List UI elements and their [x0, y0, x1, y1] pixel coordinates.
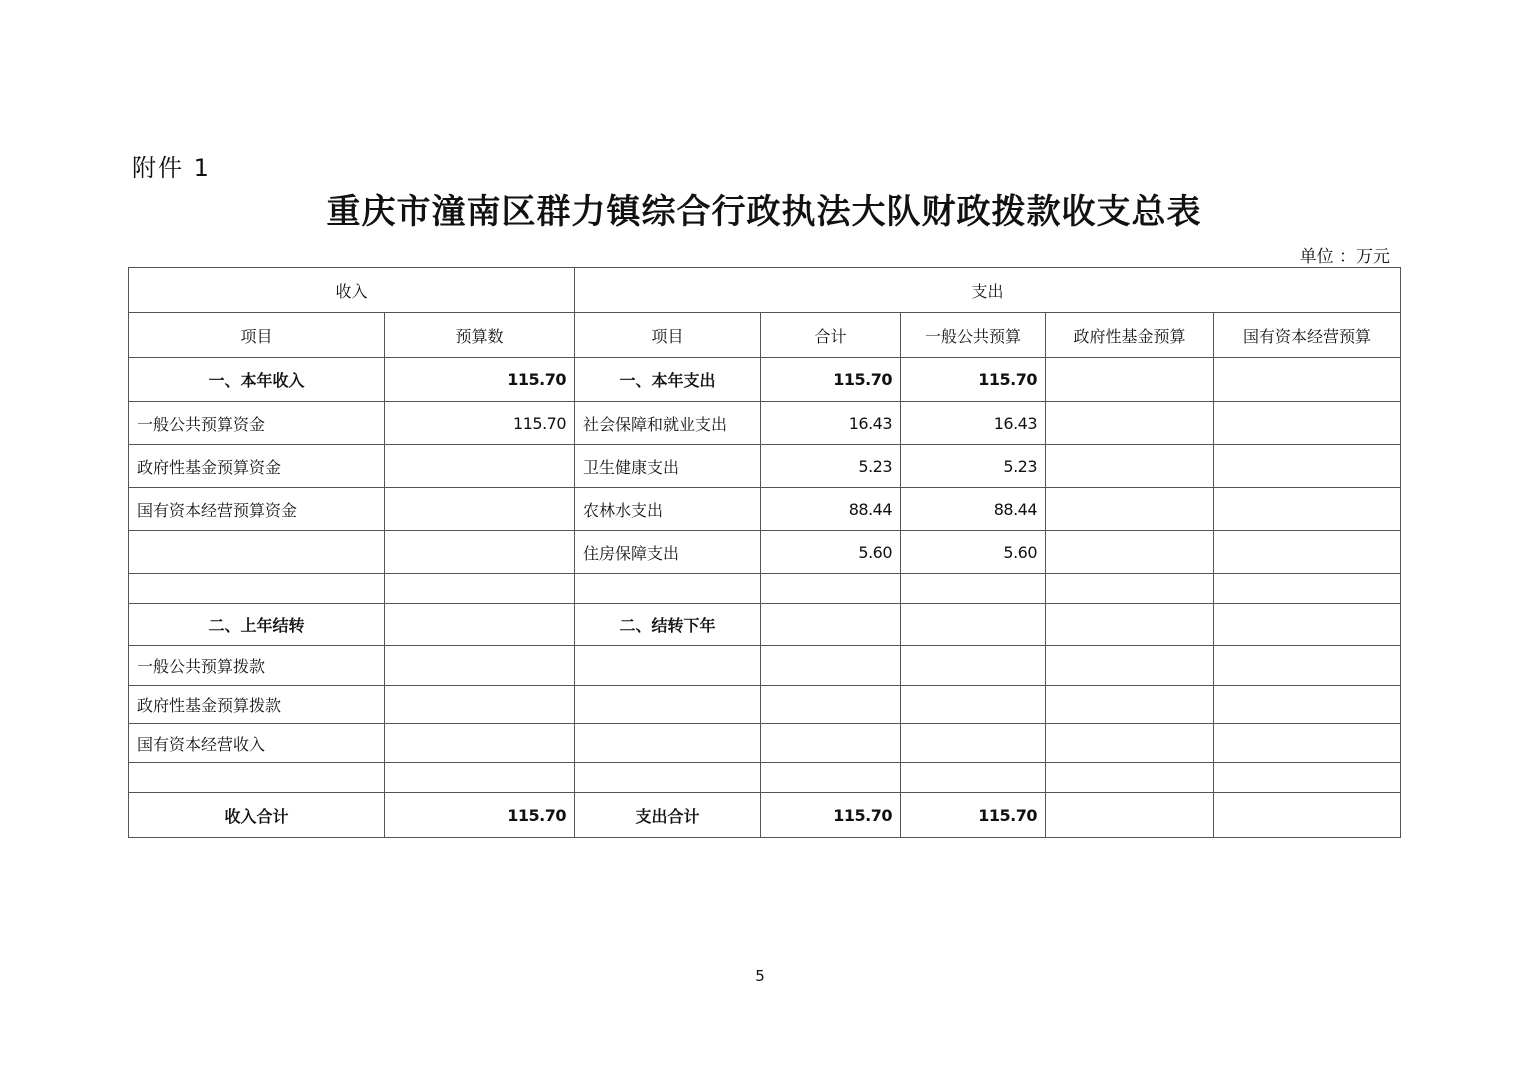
totals-row — [129, 793, 1401, 838]
table-row — [129, 358, 1401, 402]
table-row — [129, 488, 1401, 531]
income-section-header: 收入 — [129, 268, 575, 313]
soe-cell — [1214, 646, 1401, 686]
expense-item-cell — [575, 686, 761, 724]
expense-item-cell: 卫生健康支出 — [575, 445, 761, 488]
gov-fund-cell — [1046, 604, 1214, 646]
attachment-label: 附件 1 — [132, 154, 211, 182]
general-budget-cell — [901, 574, 1046, 604]
general-budget-cell: 115.70 — [901, 358, 1046, 402]
income-total-amount: 115.70 — [385, 793, 575, 838]
gov-fund-cell — [1046, 686, 1214, 724]
soe-cell — [1214, 488, 1401, 531]
col-header-income-item: 项目 — [129, 313, 385, 358]
total-cell — [761, 604, 901, 646]
income-amount-cell — [385, 445, 575, 488]
expense-item-cell: 住房保障支出 — [575, 531, 761, 574]
income-item-cell: 一、本年收入 — [129, 358, 385, 402]
expense-total-amount: 115.70 — [761, 793, 901, 838]
expense-item-cell: 一、本年支出 — [575, 358, 761, 402]
income-amount-cell — [385, 574, 575, 604]
general-budget-cell — [901, 724, 1046, 763]
income-amount-cell — [385, 763, 575, 793]
page-number: 5 — [755, 967, 765, 985]
table-row — [129, 724, 1401, 763]
general-budget-cell: 5.60 — [901, 531, 1046, 574]
gov-fund-cell — [1046, 402, 1214, 445]
income-item-cell — [129, 574, 385, 604]
gov-fund-cell — [1046, 763, 1214, 793]
income-item-cell — [129, 763, 385, 793]
table-row — [129, 402, 1401, 445]
gov-fund-cell — [1046, 574, 1214, 604]
general-budget-cell — [901, 604, 1046, 646]
income-item-cell: 一般公共预算拨款 — [129, 646, 385, 686]
soe-cell — [1214, 445, 1401, 488]
income-item-cell: 二、上年结转 — [129, 604, 385, 646]
soe-cell — [1214, 574, 1401, 604]
total-cell: 5.60 — [761, 531, 901, 574]
general-budget-total: 115.70 — [901, 793, 1046, 838]
col-header-gov-fund-budget: 政府性基金预算 — [1046, 313, 1214, 358]
total-cell — [761, 574, 901, 604]
income-amount-cell: 115.70 — [385, 358, 575, 402]
col-header-budget-amount: 预算数 — [385, 313, 575, 358]
gov-fund-cell — [1046, 531, 1214, 574]
income-amount-cell — [385, 646, 575, 686]
total-cell: 16.43 — [761, 402, 901, 445]
expense-item-cell — [575, 763, 761, 793]
total-cell: 5.23 — [761, 445, 901, 488]
table-row — [129, 646, 1401, 686]
col-header-total: 合计 — [761, 313, 901, 358]
general-budget-cell: 16.43 — [901, 402, 1046, 445]
gov-fund-total — [1046, 793, 1214, 838]
expense-item-cell — [575, 724, 761, 763]
expense-section-header: 支出 — [575, 268, 1401, 313]
total-cell — [761, 724, 901, 763]
general-budget-cell — [901, 646, 1046, 686]
soe-cell — [1214, 531, 1401, 574]
table-row — [129, 686, 1401, 724]
soe-cell — [1214, 686, 1401, 724]
income-amount-cell — [385, 604, 575, 646]
income-item-cell — [129, 531, 385, 574]
general-budget-cell — [901, 763, 1046, 793]
table-row — [129, 763, 1401, 793]
soe-cell — [1214, 724, 1401, 763]
section-header-row — [129, 268, 1401, 313]
general-budget-cell: 88.44 — [901, 488, 1046, 531]
income-item-cell: 政府性基金预算拨款 — [129, 686, 385, 724]
income-item-cell: 一般公共预算资金 — [129, 402, 385, 445]
page-title: 重庆市潼南区群力镇综合行政执法大队财政拨款收支总表 — [326, 192, 1202, 232]
soe-cell — [1214, 358, 1401, 402]
income-amount-cell — [385, 724, 575, 763]
col-header-soe-budget: 国有资本经营预算 — [1214, 313, 1401, 358]
income-item-cell: 政府性基金预算资金 — [129, 445, 385, 488]
table-row — [129, 445, 1401, 488]
total-cell: 115.70 — [761, 358, 901, 402]
total-cell — [761, 763, 901, 793]
expense-item-cell: 二、结转下年 — [575, 604, 761, 646]
gov-fund-cell — [1046, 358, 1214, 402]
soe-cell — [1214, 763, 1401, 793]
gov-fund-cell — [1046, 488, 1214, 531]
income-item-cell: 国有资本经营预算资金 — [129, 488, 385, 531]
gov-fund-cell — [1046, 724, 1214, 763]
total-cell — [761, 686, 901, 724]
income-total-label: 收入合计 — [129, 793, 385, 838]
table-row — [129, 604, 1401, 646]
general-budget-cell — [901, 686, 1046, 724]
budget-summary-table — [128, 267, 1401, 838]
expense-item-cell: 农林水支出 — [575, 488, 761, 531]
soe-total — [1214, 793, 1401, 838]
expense-item-cell: 社会保障和就业支出 — [575, 402, 761, 445]
gov-fund-cell — [1046, 445, 1214, 488]
table-row — [129, 531, 1401, 574]
soe-cell — [1214, 604, 1401, 646]
table-row — [129, 574, 1401, 604]
column-header-row — [129, 313, 1401, 358]
col-header-expense-item: 项目 — [575, 313, 761, 358]
soe-cell — [1214, 402, 1401, 445]
income-amount-cell — [385, 531, 575, 574]
total-cell — [761, 646, 901, 686]
general-budget-cell: 5.23 — [901, 445, 1046, 488]
expense-item-cell — [575, 646, 761, 686]
total-cell: 88.44 — [761, 488, 901, 531]
gov-fund-cell — [1046, 646, 1214, 686]
income-amount-cell: 115.70 — [385, 402, 575, 445]
unit-label: 单位 ：万元 — [1299, 247, 1390, 267]
income-amount-cell — [385, 488, 575, 531]
expense-item-cell — [575, 574, 761, 604]
expense-total-label: 支出合计 — [575, 793, 761, 838]
income-amount-cell — [385, 686, 575, 724]
col-header-general-budget: 一般公共预算 — [901, 313, 1046, 358]
income-item-cell: 国有资本经营收入 — [129, 724, 385, 763]
